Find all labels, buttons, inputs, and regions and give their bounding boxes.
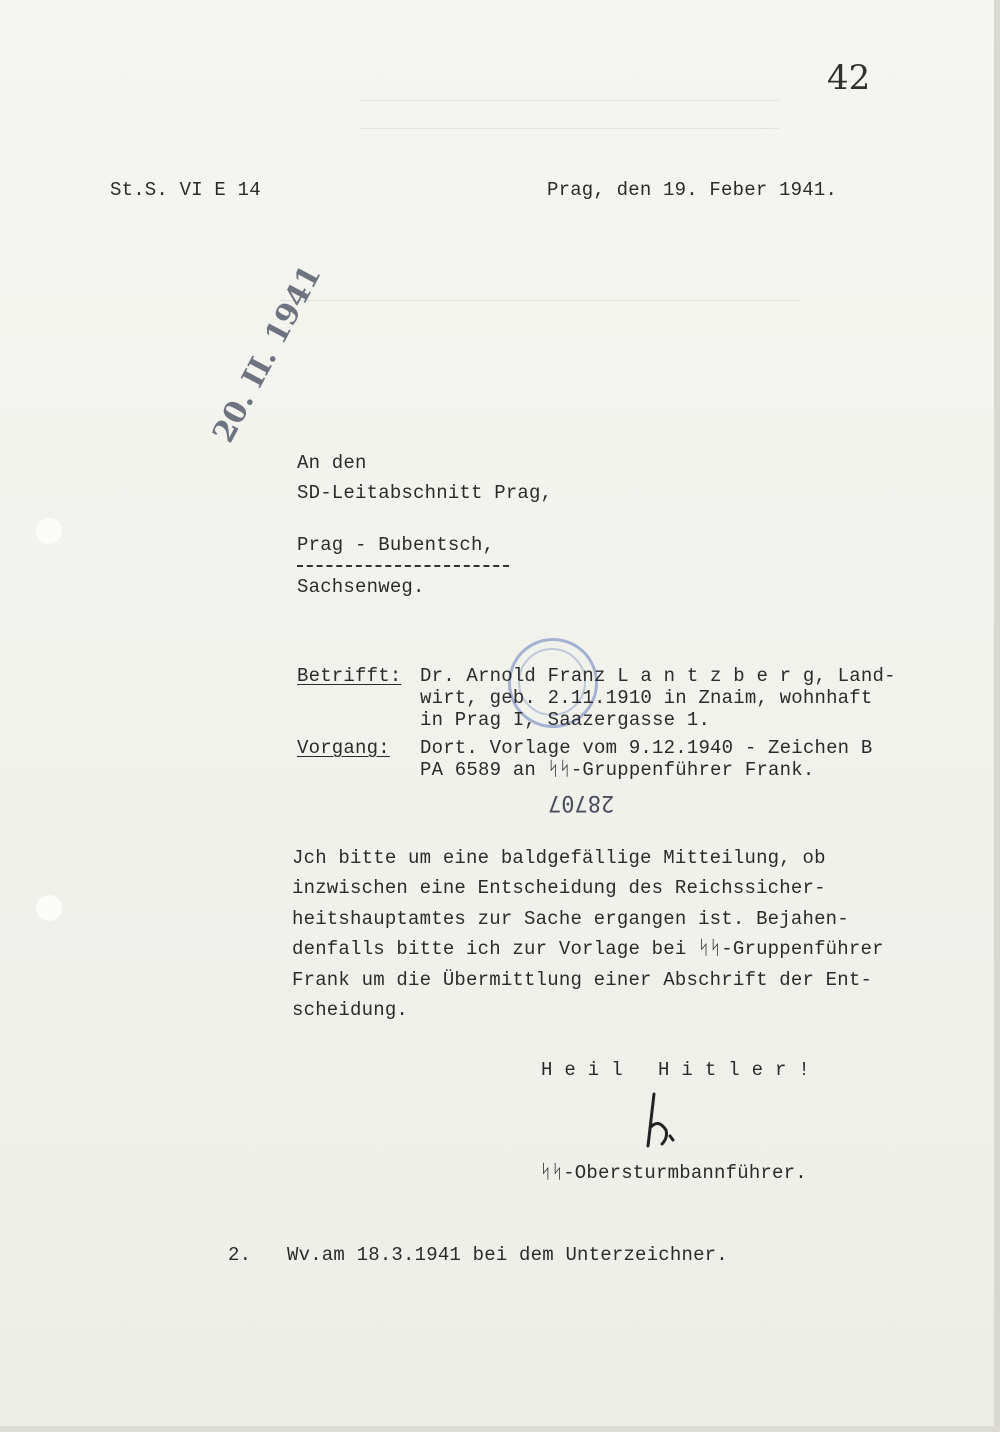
body-line-1: Jch bitte um eine baldgefällige Mitteilung, ob xyxy=(292,847,826,869)
show-through-line xyxy=(360,128,780,129)
addressee-line-4: Sachsenweg. xyxy=(297,576,425,598)
page-edge-right xyxy=(994,0,1000,1432)
page-edge-bottom xyxy=(0,1426,1000,1432)
received-date-stamp: 20. II. 1941 xyxy=(206,259,329,449)
signatory-title: ᛋᛋ-Obersturmbannführer. xyxy=(540,1162,807,1184)
date-line: Prag, den 19. Feber 1941. xyxy=(547,179,838,201)
case-line-1: Dort. Vorlage vom 9.12.1940 - Zeichen B xyxy=(420,737,873,759)
body-line-4: denfalls bitte ich zur Vorlage bei ᛋᛋ-Gruppenführer xyxy=(292,938,884,960)
addressee-line-2: SD-Leitabschnitt Prag, xyxy=(297,482,553,504)
case-line-2: PA 6589 an ᛋᛋ-Gruppenführer Frank. xyxy=(420,759,815,781)
signature-mark xyxy=(640,1088,710,1158)
punch-hole-bottom xyxy=(36,895,62,921)
body-line-2: inzwischen eine Entscheidung des Reichssicher- xyxy=(292,877,826,899)
addressee-line-1: An den xyxy=(297,452,367,474)
body-line-5: Frank um die Übermittlung einer Abschrift der Ent- xyxy=(292,969,873,991)
footnote-number: 2. xyxy=(228,1244,252,1266)
address-underline xyxy=(297,565,509,567)
subject-line-3: in Prag I, Saazergasse 1. xyxy=(420,709,711,731)
reference-code: St.S. VI E 14 xyxy=(110,179,261,201)
show-through-line xyxy=(280,300,800,301)
punch-hole-top xyxy=(36,518,62,544)
subject-label: Betrifft: xyxy=(297,665,402,687)
registry-number-stamp: 28707 xyxy=(548,790,615,815)
page-number: 42 xyxy=(827,58,871,98)
subject-line-1: Dr. Arnold Franz L a n t z b e r g, Land- xyxy=(420,665,896,687)
footnote-text: Wv.am 18.3.1941 bei dem Unterzeichner. xyxy=(287,1244,728,1266)
case-label: Vorgang: xyxy=(297,737,390,759)
addressee-line-3: Prag - Bubentsch, xyxy=(297,534,495,556)
subject-line-2: wirt, geb. 2.11.1910 in Znaim, wohnhaft xyxy=(420,687,873,709)
show-through-line xyxy=(360,100,780,101)
body-line-6: scheidung. xyxy=(292,999,409,1021)
closing-salutation: Heil Hitler! xyxy=(541,1059,822,1081)
body-line-3: heitshauptamtes zur Sache ergangen ist. Bejahen- xyxy=(292,908,849,930)
